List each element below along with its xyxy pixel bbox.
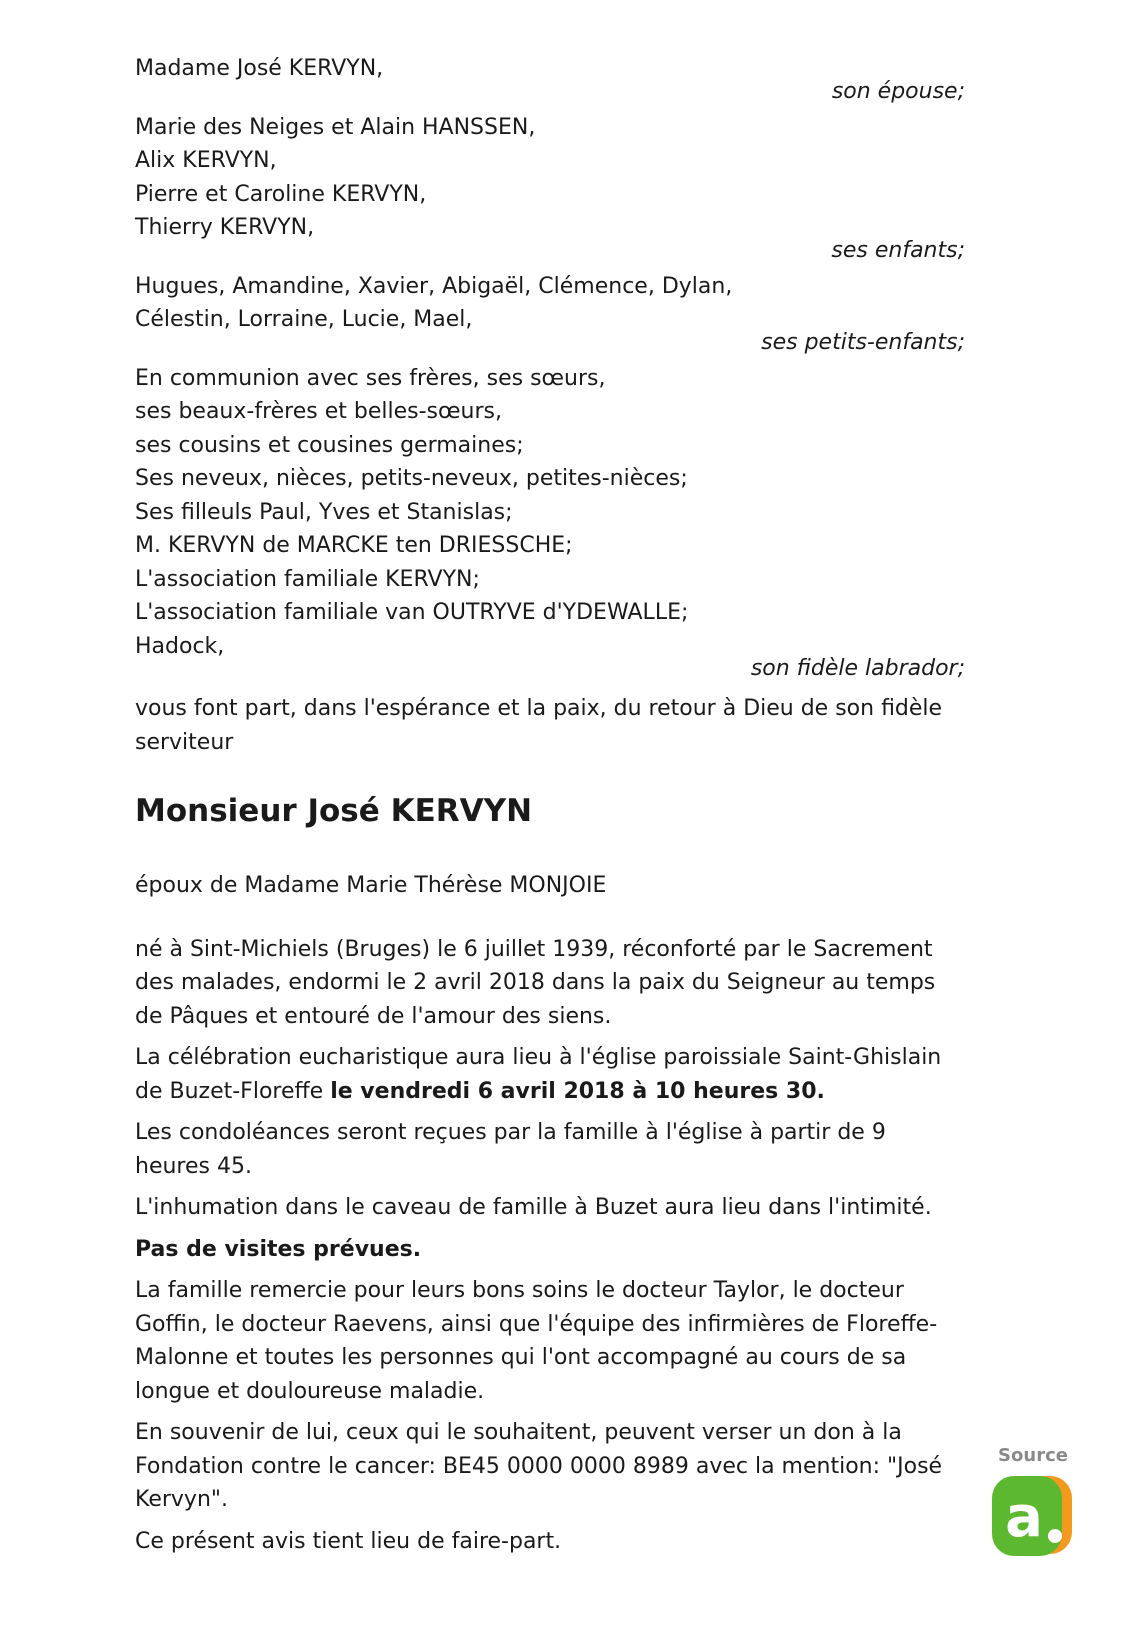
family-name-line: L'association familiale KERVYN; xyxy=(135,566,480,592)
spouse-block xyxy=(135,52,965,105)
source-attribution[interactable] xyxy=(988,1445,1078,1558)
family-name-line: Pierre et Caroline KERVYN, xyxy=(135,181,427,207)
closing-line: Ce présent avis tient lieu de faire-part. xyxy=(135,1528,562,1554)
family-name-line: ses cousins et cousines germaines; xyxy=(135,432,524,458)
announcement-text: vous font part, dans l'espérance et la paix, du retour à Dieu de son fidèle serviteur xyxy=(135,696,943,755)
relation-label: ses petits-enfants; xyxy=(761,329,965,355)
burial-paragraph: L'inhumation dans le caveau de famille à Buzet aura lieu dans l'intimité. xyxy=(135,1195,932,1220)
spouse-of-line: époux de Madame Marie Thérèse MONJOIE xyxy=(135,873,607,898)
children-block xyxy=(135,111,965,264)
relation-label: son fidèle labrador; xyxy=(750,656,965,681)
relation-label: son épouse; xyxy=(831,78,965,104)
deceased-name: Monsieur José KERVYN xyxy=(135,793,533,829)
family-name-line: Ses neveux, nièces, petits-neveux, petites-nièces; xyxy=(135,466,688,491)
grandchildren-block xyxy=(135,270,965,356)
family-name-line: Hugues, Amandine, Xavier, Abigaël, Clémence, Dylan, xyxy=(135,273,733,299)
family-name-line: ses beaux-frères et belles-sœurs, xyxy=(135,399,502,424)
celebration-date: le vendredi 6 avril 2018 à 10 heures 30. xyxy=(330,1078,825,1104)
celebration-paragraph xyxy=(135,1041,965,1108)
family-name-line: Madame José KERVYN, xyxy=(135,56,384,81)
family-name-line: Célestin, Lorraine, Lucie, Mael, xyxy=(135,307,473,332)
family-name-line: Hadock, xyxy=(135,633,225,659)
logo-letter: a xyxy=(1005,1485,1043,1550)
family-name-line: Thierry KERVYN, xyxy=(135,215,315,240)
celebration-text: La célébration eucharistique aura lieu à l'église paroissiale Saint-Ghislain de Buzet-Floreffe xyxy=(135,1045,942,1104)
family-name-line: L'association familiale van OUTRYVE d'YDEWALLE; xyxy=(135,600,689,625)
source-logo-icon[interactable] xyxy=(992,1474,1074,1558)
no-visits-notice: Pas de visites prévues. xyxy=(135,1236,422,1262)
extended-family-block xyxy=(135,362,965,683)
family-name-line: En communion avec ses frères, ses sœurs, xyxy=(135,365,606,391)
relation-label: ses enfants; xyxy=(831,237,965,263)
family-name-line: Ses filleuls Paul, Yves et Stanislas; xyxy=(135,499,513,525)
birth-death-paragraph: né à Sint-Michiels (Bruges) le 6 juillet 1939, réconforté par le Sacrement des malades, endormi le 2 avril 2018 dans la paix du Seigneur au temps de Pâques et entouré de l'amour des siens. xyxy=(135,936,936,1029)
thanks-paragraph: La famille remercie pour leurs bons soins le docteur Taylor, le docteur Goffin, le docteur Raevens, ainsi que l'équipe des infirmières de Floreffe-Malonne et toutes les personnes qui l'ont accompagné au cours de sa longue et douloureuse maladie. xyxy=(135,1278,938,1404)
donation-paragraph: En souvenir de lui, ceux qui le souhaitent, peuvent verser un don à la Fondation contre le cancer: BE45 0000 0000 8989 avec la mention: "José Kervyn". xyxy=(135,1420,943,1512)
condolences-paragraph: Les condoléances seront reçues par la famille à l'église à partir de 9 heures 45. xyxy=(135,1120,886,1179)
family-name-line: Alix KERVYN, xyxy=(135,148,277,173)
obituary-notice xyxy=(135,52,965,1558)
family-name-line: Marie des Neiges et Alain HANSSEN, xyxy=(135,114,536,140)
family-name-line: M. KERVYN de MARCKE ten DRIESSCHE; xyxy=(135,533,573,558)
source-label: Source xyxy=(998,1445,1068,1466)
